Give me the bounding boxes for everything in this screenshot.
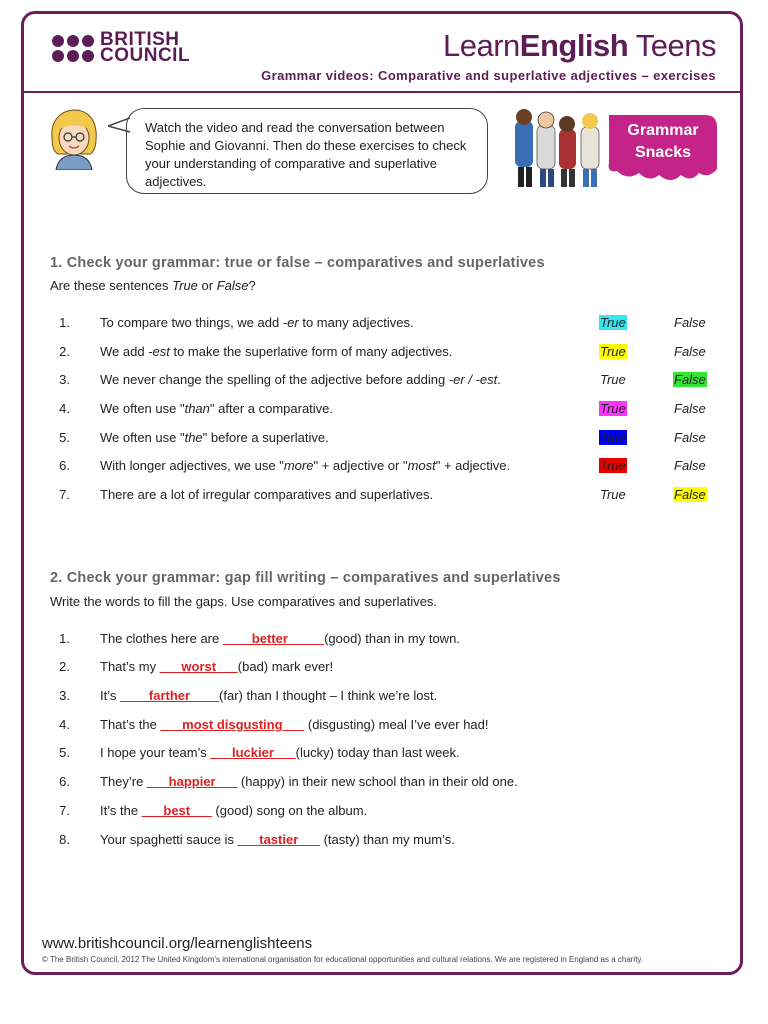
gap-fill-sentence: Your spaghetti sauce is ___tastier___ (tasty) than my mum’s. (100, 832, 455, 847)
false-option[interactable]: False (674, 344, 706, 359)
gap-fill-sentence: They’re ___happier___ (happy) in their new school than in their old one. (100, 774, 518, 789)
false-option[interactable]: False (674, 458, 706, 473)
gap-fill-row (0, 774, 768, 796)
true-option[interactable]: True (600, 487, 626, 502)
false-option[interactable]: False (674, 430, 706, 445)
tf-row (0, 430, 768, 452)
true-option[interactable]: True (600, 401, 626, 416)
gap-fill-number: 6. (59, 774, 70, 789)
gap-fill-row (0, 803, 768, 825)
logo-teens: Teens (628, 28, 716, 63)
tf-row (0, 344, 768, 366)
gap-fill-answer[interactable]: ___happier___ (146, 774, 238, 789)
sophie-avatar-icon (46, 108, 102, 170)
tf-row-statement: To compare two things, we add -er to many adjectives. (100, 315, 414, 330)
tf-row-number: 6. (59, 458, 70, 473)
footer-url: www.britishcouncil.org/learnenglishteens (42, 935, 313, 952)
logo-text (100, 29, 191, 66)
tf-row-statement: We often use "the" before a superlative. (100, 430, 329, 445)
gap-fill-sentence: It’s the ___best___ (good) song on the album. (100, 803, 368, 818)
footer-copyright: © The British Council, 2012 The United Kingdom’s international organisation for educational opportunities and cultural relations. We are registered in England as a charity. (42, 955, 644, 964)
gap-fill-row (0, 631, 768, 653)
gap-fill-sentence: That’s the ___most disgusting___ (disgusting) meal I’ve ever had! (100, 717, 489, 732)
gap-fill-number: 5. (59, 745, 70, 760)
gap-fill-answer[interactable]: ___best___ (141, 803, 212, 818)
british-council-logo (52, 29, 191, 66)
tf-row (0, 487, 768, 509)
true-option[interactable]: True (600, 372, 626, 387)
gap-fill-number: 8. (59, 832, 70, 847)
logo-learn: Learn (442, 28, 520, 63)
false-option[interactable]: False (674, 372, 706, 387)
true-option[interactable]: True (600, 344, 626, 359)
gap-fill-answer[interactable]: ___luckier___ (210, 745, 296, 760)
gap-fill-number: 7. (59, 803, 70, 818)
gap-fill-answer[interactable]: ____better_____ (222, 631, 325, 646)
gap-fill-row (0, 659, 768, 681)
tf-row-number: 3. (59, 372, 70, 387)
grammar-snacks-badge (509, 107, 721, 193)
tf-row (0, 315, 768, 337)
tf-row (0, 401, 768, 423)
tf-row (0, 458, 768, 480)
gap-fill-number: 3. (59, 688, 70, 703)
page-title: Grammar videos: Comparative and superlative adjectives – exercises (261, 68, 716, 83)
section-1-title: 1. Check your grammar: true or false – comparatives and superlatives (50, 255, 545, 271)
gap-fill-row (0, 717, 768, 739)
true-option[interactable]: True (600, 430, 626, 445)
tf-row-number: 4. (59, 401, 70, 416)
gap-fill-sentence: That’s my ___worst___(bad) mark ever! (100, 659, 334, 674)
tf-row-statement: We never change the spelling of the adjective before adding -er / -est. (100, 372, 501, 387)
logo-line-1: BRITISH (100, 29, 180, 50)
gap-fill-sentence: I hope your team’s ___luckier___(lucky) today than last week. (100, 745, 460, 760)
tf-row-statement: With longer adjectives, we use "more" + adjective or "most" + adjective. (100, 458, 511, 473)
gap-fill-answer[interactable]: ___tastier___ (237, 832, 320, 847)
logo-line-2: COUNCIL (100, 45, 191, 66)
gap-fill-sentence: It’s ____farther____(far) than I thought – I think we’re lost. (100, 688, 438, 703)
tf-row-statement: We add -est to make the superlative form of many adjectives. (100, 344, 453, 359)
gap-fill-answer[interactable]: ___most disgusting___ (160, 717, 305, 732)
gap-fill-row (0, 688, 768, 710)
gap-fill-row (0, 832, 768, 854)
header-rule (24, 91, 740, 93)
tf-row-number: 2. (59, 344, 70, 359)
section-1-instruction: Are these sentences True or False? (50, 278, 256, 293)
false-option[interactable]: False (674, 401, 706, 416)
section-2-instruction: Write the words to fill the gaps. Use comparatives and superlatives. (50, 594, 438, 609)
logo-dots-icon (52, 35, 94, 62)
gap-fill-answer[interactable]: ___worst___ (159, 659, 238, 674)
gap-fill-answer[interactable]: ____farther____ (120, 688, 220, 703)
tf-row-statement: There are a lot of irregular comparatives and superlatives. (100, 487, 434, 502)
tf-row (0, 372, 768, 394)
tf-row-number: 7. (59, 487, 70, 502)
true-option[interactable]: True (600, 458, 626, 473)
false-option[interactable]: False (674, 487, 706, 502)
learnenglish-teens-logo (443, 28, 716, 64)
false-option[interactable]: False (674, 315, 706, 330)
gap-fill-sentence: The clothes here are ____better_____(good) than in my town. (100, 631, 460, 646)
gap-fill-row (0, 745, 768, 767)
badge-line-1: Grammar (627, 122, 699, 139)
true-option[interactable]: True (600, 315, 626, 330)
gap-fill-number: 1. (59, 631, 70, 646)
gap-fill-number: 4. (59, 717, 70, 732)
tf-row-number: 1. (59, 315, 70, 330)
gap-fill-number: 2. (59, 659, 70, 674)
tf-row-number: 5. (59, 430, 70, 445)
tf-row-statement: We often use "than" after a comparative. (100, 401, 334, 416)
badge-line-2: Snacks (634, 144, 692, 161)
intro-text: Watch the video and read the conversation between Sophie and Giovanni. Then do these exercises to check your understanding of comparative and superlative adjectives. (145, 120, 467, 189)
logo-english: English (519, 28, 629, 63)
teen-group-icon (515, 109, 599, 187)
intro-speech-bubble (126, 108, 488, 194)
section-2-title: 2. Check your grammar: gap fill writing – comparatives and superlatives (50, 570, 561, 586)
